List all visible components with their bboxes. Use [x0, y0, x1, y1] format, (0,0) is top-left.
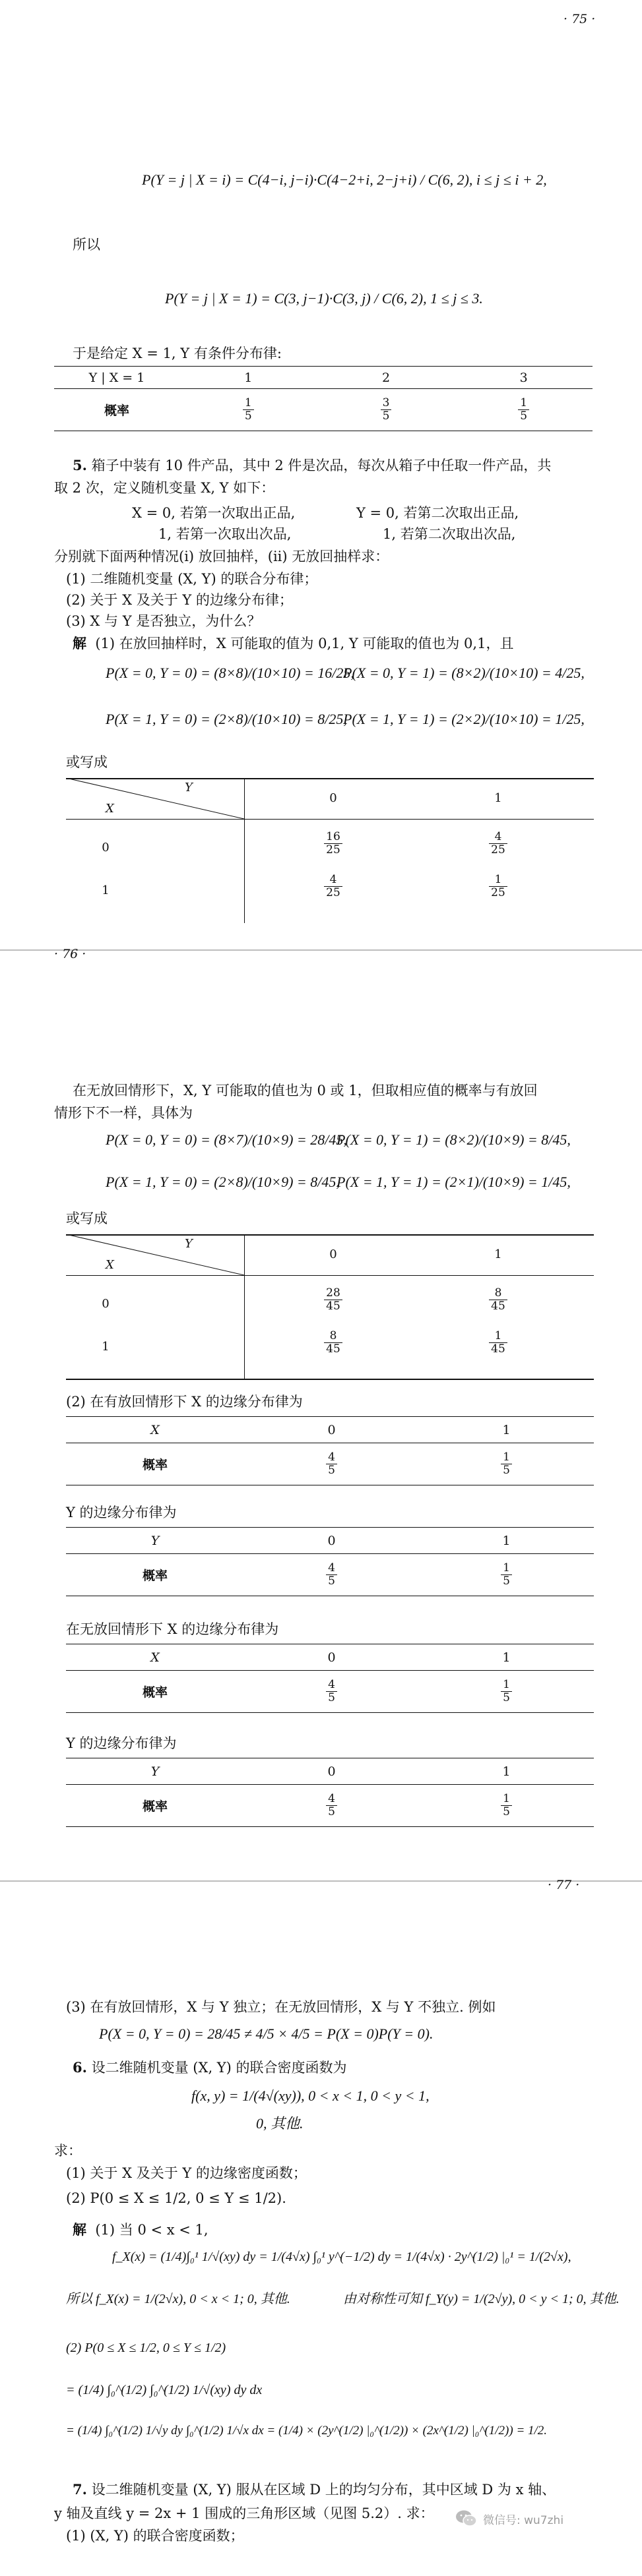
table-cell: $\frac{1}{5}$	[501, 1562, 512, 1587]
intro-line1: 在无放回情形下，X, Y 可能取的值也为 0 或 1，但取相应值的概率与有放回	[73, 1083, 538, 1098]
marginal-title: (2) 在有放回情形下 X 的边缘分布律为	[66, 1394, 303, 1410]
marginal-title: 在无放回情形下 X 的边缘分布律为	[66, 1621, 279, 1637]
problem-5-line1: 5. 箱子中装有 10 件产品，其中 2 件是次品，每次从箱子中任取一件产品，共	[73, 457, 552, 473]
problem-7-line1: 7. 设二维随机变量 (X, Y) 服从在区域 D 上的均匀分布，其中区域 D 为 x 轴、	[73, 2481, 556, 2498]
table-header: 0	[244, 1528, 419, 1554]
row-label: 概率	[54, 389, 179, 431]
independence-line1: (3) 在有放回情形，X 与 Y 独立；在无放回情形，X 与 Y 不独立. 例如	[66, 1999, 496, 2015]
formula-x-equals-1: P(Y = j | X = 1) = C(3, j−1)·C(3, j) / C(6, 2), 1 ≤ j ≤ 3.	[165, 290, 483, 307]
table-cell: $\frac{1}{5}$	[501, 1451, 512, 1476]
table-header: Y	[66, 1528, 244, 1554]
text-huoxie: 或写成	[66, 754, 108, 770]
page-number: · 77 ·	[548, 1878, 580, 1892]
marginal-table-x-no-replacement	[66, 1644, 594, 1713]
y-definition-1: 1, 若第二次取出次品,	[383, 526, 516, 542]
prob-11: P(X = 1, Y = 1) = (2×1)/(10×9) = 1/45,	[337, 1174, 571, 1190]
table-header: X	[66, 1644, 244, 1671]
table-cell: $\frac{1}{5}$	[243, 397, 254, 422]
x-definition-0: X = 0, 若第一次取出正品,	[132, 505, 296, 521]
prob-11: P(X = 1, Y = 1) = (2×2)/(10×10) = 1/25,	[343, 711, 585, 727]
question-2: (2) 关于 X 及关于 Y 的边缘分布律；	[66, 592, 293, 608]
integral-step2: = (1/4) ∫₀^(1/2) 1/√y dy ∫₀^(1/2) 1/√x dx = (1/4) × (2y^(1/2) |₀^(1/2)) × (2x^(1/2) |₀^(1/2)) = 1/2.	[66, 2424, 548, 2438]
table-header: 0	[244, 1758, 419, 1785]
row-label: 概率	[66, 1671, 244, 1713]
table-header: 1	[419, 1417, 594, 1443]
problem-5-line3: 分别就下面两种情况(i) 放回抽样，(ii) 无放回抽样求：	[54, 549, 389, 564]
prob-10: P(X = 1, Y = 0) = (2×8)/(10×10) = 8/25,	[106, 711, 347, 727]
problem-5-line2: 取 2 次，定义随机变量 X, Y 如下：	[54, 480, 275, 496]
page-divider	[0, 1880, 642, 1882]
table-header: 0	[244, 1417, 419, 1443]
table-cell: $\frac{1}{45}$	[489, 1330, 507, 1355]
y-definition-0: Y = 0, 若第二次取出正品,	[356, 505, 519, 521]
question-3: (3) X 与 Y 是否独立，为什么？	[66, 613, 261, 629]
problem-7-question-1: (1) (X, Y) 的联合密度函数；	[66, 2528, 244, 2544]
fy-symmetry: 由对称性可知 f_Y(y) = 1/(2√y), 0 < y < 1; 0, 其他.	[343, 2292, 620, 2306]
table-cell: $\frac{4}{5}$	[326, 1451, 337, 1476]
fx-result: 所以 f_X(x) = 1/(2√x), 0 < x < 1; 0, 其他.	[66, 2292, 290, 2306]
prob-10: P(X = 1, Y = 0) = (2×8)/(10×9) = 8/45,	[106, 1174, 340, 1190]
prob-01: P(X = 0, Y = 1) = (8×2)/(10×9) = 8/45,	[337, 1131, 571, 1148]
table-cell: $\frac{16}{25}$	[324, 831, 342, 856]
watermark-text: 微信号: wu7zhi	[483, 2513, 564, 2527]
column-header: 1	[494, 1247, 502, 1261]
corner-y-label: Y	[185, 781, 193, 794]
problem-7-line2: y 轴及直线 y = 2x + 1 围成的三角形区域（见图 5.2）. 求：	[54, 2505, 434, 2521]
watermark	[455, 2509, 563, 2528]
page-number: · 75 ·	[563, 12, 596, 26]
table-header: 3	[455, 367, 593, 389]
question-1: (1) 二维随机变量 (X, Y) 的联合分布律；	[66, 571, 318, 587]
question-2-solution: (2) P(0 ≤ X ≤ 1/2, 0 ≤ Y ≤ 1/2)	[66, 2341, 226, 2355]
row-header: 0	[102, 841, 110, 854]
column-header: 0	[329, 791, 337, 805]
diagonal-divider	[66, 1234, 244, 1275]
table-header: 1	[419, 1644, 594, 1671]
wechat-icon	[455, 2509, 478, 2528]
joint-table-no-replacement	[66, 1234, 594, 1379]
row-header: 0	[102, 1297, 110, 1311]
marginal-title: Y 的边缘分布律为	[66, 1505, 177, 1520]
table-cell: $\frac{4}{5}$	[326, 1679, 337, 1704]
density-function-else: 0, 其他.	[256, 2115, 304, 2132]
table-cell: $\frac{3}{5}$	[381, 397, 392, 422]
text-qiu: 求：	[54, 2143, 82, 2159]
marginal-density-x: f_X(x) = (1/4)∫₀¹ 1/√(xy) dy = 1/(4√x) ∫₀¹ y^(−1/2) dy = 1/(4√x) · 2y^(1/2) |₀¹ = 1/(2√x),	[112, 2250, 571, 2264]
corner-x-label: X	[106, 1258, 114, 1272]
column-header: 1	[494, 791, 502, 805]
marginal-table-y-replacement	[66, 1527, 594, 1596]
table-header: 2	[317, 367, 455, 389]
table-cell: $\frac{28}{45}$	[324, 1287, 342, 1312]
solution-line: 解 (1) 当 0 < x < 1,	[73, 2221, 209, 2238]
diagonal-divider	[66, 778, 244, 819]
table-header: X	[66, 1417, 244, 1443]
question-1: (1) 关于 X 及关于 Y 的边缘密度函数；	[66, 2165, 307, 2181]
intro-line2: 情形下不一样，具体为	[54, 1105, 193, 1121]
table-cell: $\frac{1}{25}$	[489, 874, 507, 899]
column-header: 0	[329, 1247, 337, 1261]
conditional-distribution-table	[54, 366, 593, 431]
corner-x-label: X	[106, 802, 114, 816]
marginal-title: Y 的边缘分布律为	[66, 1735, 177, 1751]
table-cell: $\frac{4}{25}$	[324, 874, 342, 899]
page-number: · 76 ·	[54, 947, 86, 961]
given-line: 于是给定 X = 1, Y 有条件分布律:	[73, 345, 282, 361]
table-header: 1	[419, 1528, 594, 1554]
corner-y-label: Y	[185, 1237, 193, 1251]
table-cell: $\frac{4}{25}$	[489, 831, 507, 856]
prob-00: P(X = 0, Y = 0) = (8×8)/(10×10) = 16/25,	[106, 665, 354, 681]
row-header: 1	[102, 884, 110, 897]
marginal-table-x-replacement	[66, 1416, 594, 1485]
density-function: f(x, y) = 1/(4√(xy)), 0 < x < 1, 0 < y < 1,	[191, 2087, 430, 2104]
table-cell: $\frac{1}{5}$	[518, 397, 529, 422]
table-header: 1	[419, 1758, 594, 1785]
table-cell: $\frac{1}{5}$	[501, 1679, 512, 1704]
table-header: Y | X = 1	[54, 367, 179, 389]
row-label: 概率	[66, 1554, 244, 1596]
table-cell: $\frac{8}{45}$	[489, 1287, 507, 1312]
x-definition-1: 1, 若第一次取出次品,	[158, 526, 292, 542]
table-header: 0	[244, 1644, 419, 1671]
conditional-formula: P(Y = j | X = i) = C(4−i, j−i)·C(4−2+i, 2−j+i) / C(6, 2), i ≤ j ≤ i + 2,	[142, 171, 547, 188]
table-cell: $\frac{4}{5}$	[326, 1562, 337, 1587]
row-label: 概率	[66, 1443, 244, 1485]
prob-00: P(X = 0, Y = 0) = (8×7)/(10×9) = 28/45,	[106, 1131, 347, 1148]
table-cell: $\frac{4}{5}$	[326, 1793, 337, 1818]
solution-line: 解 (1) 在放回抽样时，X 可能取的值为 0,1, Y 可能取的值也为 0,1，且	[73, 635, 514, 651]
text-suoyi: 所以	[73, 237, 100, 253]
problem-6-line: 6. 设二维随机变量 (X, Y) 的联合密度函数为	[73, 2059, 347, 2076]
table-cell: $\frac{8}{45}$	[324, 1330, 342, 1355]
table-header: Y	[66, 1758, 244, 1785]
page-divider	[0, 949, 642, 951]
independence-line2: P(X = 0, Y = 0) = 28/45 ≠ 4/5 × 4/5 = P(X = 0)P(Y = 0).	[99, 2025, 433, 2042]
prob-01: P(X = 0, Y = 1) = (8×2)/(10×10) = 4/25,	[343, 665, 585, 681]
row-label: 概率	[66, 1785, 244, 1827]
row-header: 1	[102, 1340, 110, 1354]
table-cell: $\frac{1}{5}$	[501, 1793, 512, 1818]
table-header: 1	[179, 367, 317, 389]
text-huoxie: 或写成	[66, 1211, 108, 1226]
integral-step1: = (1/4) ∫₀^(1/2) ∫₀^(1/2) 1/√(xy) dy dx	[66, 2383, 263, 2397]
question-2: (2) P(0 ≤ X ≤ 1/2, 0 ≤ Y ≤ 1/2).	[66, 2190, 286, 2206]
joint-table-replacement	[66, 778, 594, 923]
marginal-table-y-no-replacement	[66, 1758, 594, 1827]
